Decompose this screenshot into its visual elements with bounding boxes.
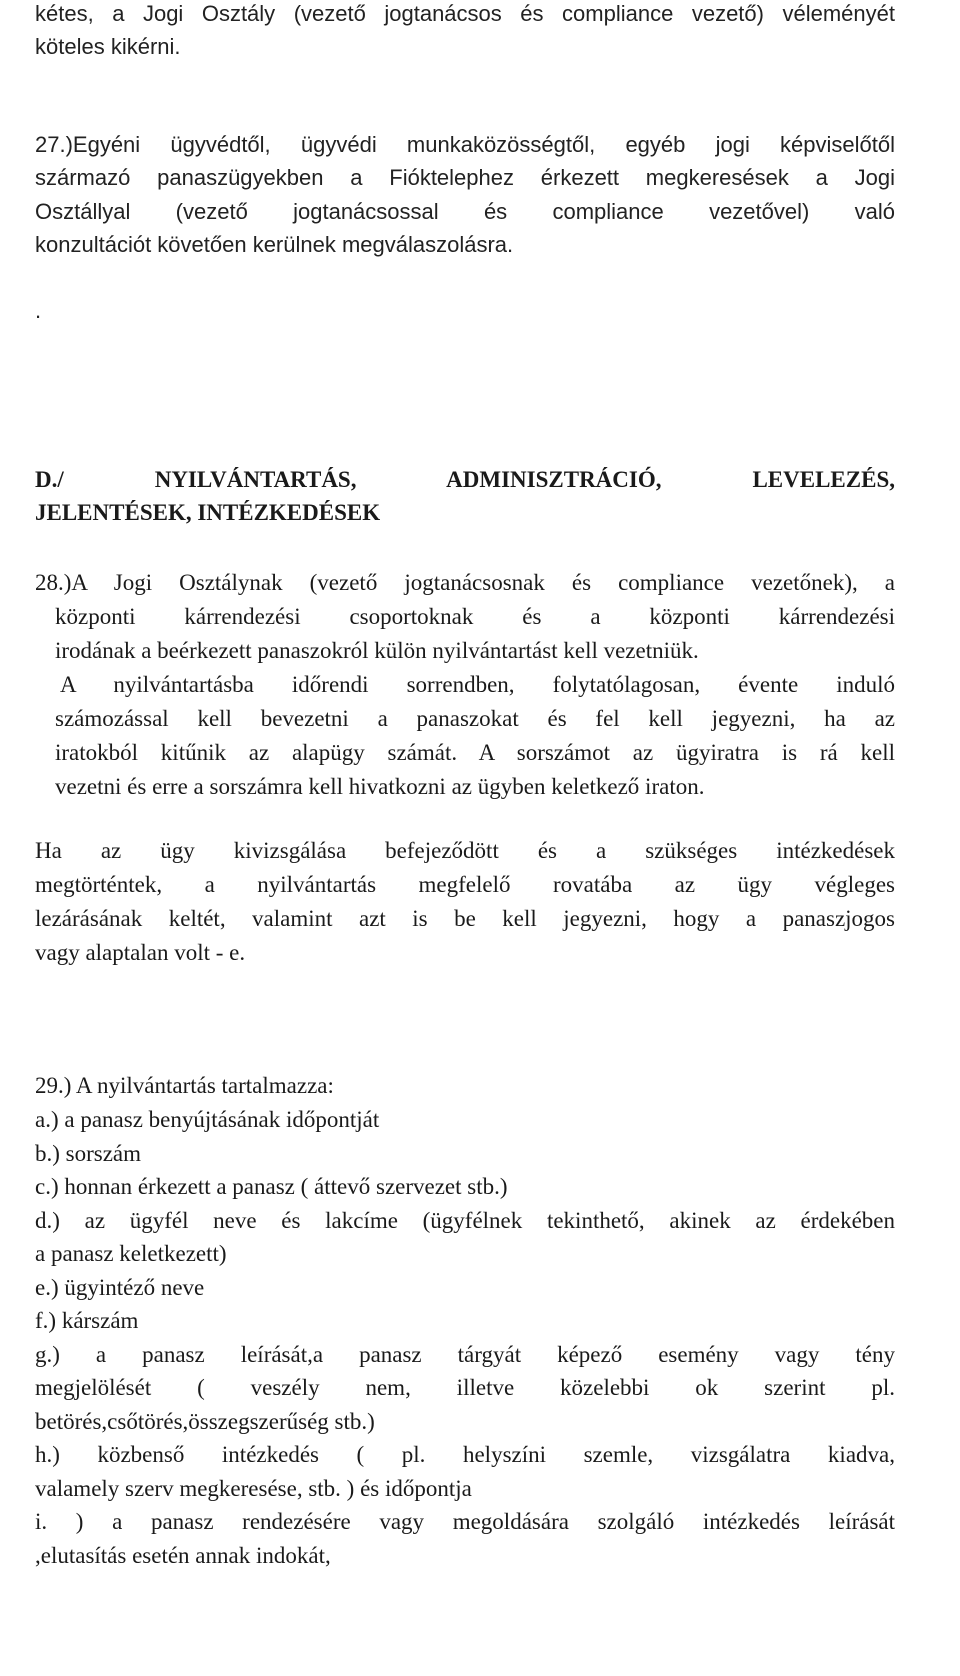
- text-line: iratokból kitűnik az alapügy számát. A sorszámot az ügyiratra is rá kell: [55, 740, 895, 765]
- section-heading: JELENTÉSEK, INTÉZKEDÉSEK: [35, 500, 381, 525]
- text-line: vagy alaptalan volt - e.: [35, 940, 246, 965]
- text-line: lezárásának keltét, valamint azt is be kell jegyezni, hogy a panaszjogos: [35, 906, 895, 931]
- list-item: e.) ügyintéző neve: [35, 1275, 205, 1300]
- list-item: d.) az ügyfél neve és lakcíme (ügyfélnek tekinthető, akinek az érdekében: [35, 1208, 895, 1233]
- list-item: g.) a panasz leírását,a panasz tárgyát képező esemény vagy tény: [35, 1342, 895, 1367]
- list-item: i. ) a panasz rendezésére vagy megoldására szolgáló intézkedés leírását: [35, 1509, 895, 1534]
- text-line: központi kárrendezési csoportoknak és a központi kárrendezési: [55, 604, 895, 629]
- text-line: Ha az ügy kivizsgálása befejeződött és a szükséges intézkedések: [35, 838, 895, 863]
- list-heading: 29.) A nyilvántartás tartalmazza:: [35, 1073, 334, 1098]
- list-item: h.) közbenső intézkedés ( pl. helyszíni szemle, vizsgálatra kiadva,: [35, 1442, 895, 1467]
- text-line: .: [35, 298, 42, 323]
- text-line: konzultációt követően kerülnek megválaszolásra.: [35, 232, 514, 257]
- list-item: a.) a panasz benyújtásának időpontját: [35, 1107, 380, 1132]
- list-item: c.) honnan érkezett a panasz ( áttevő szervezet stb.): [35, 1174, 508, 1199]
- list-item: a panasz keletkezett): [35, 1241, 227, 1266]
- list-item: valamely szerv megkeresése, stb. ) és időpontja: [35, 1476, 472, 1501]
- list-item: f.) kárszám: [35, 1308, 139, 1333]
- text-line: vezetni és erre a sorszámra kell hivatkozni az ügyben keletkező iraton.: [55, 774, 705, 799]
- text-line: kétes, a Jogi Osztály (vezető jogtanácsos és compliance vezető) véleményét: [35, 1, 895, 26]
- text-line: 27.)Egyéni ügyvédtől, ügyvédi munkaközösségtől, egyéb jogi képviselőtől: [35, 132, 895, 157]
- text-line: megtörténtek, a nyilvántartás megfelelő rovatába az ügy végleges: [35, 872, 895, 897]
- text-line: köteles kikérni.: [35, 34, 181, 59]
- section-heading: D./ NYILVÁNTARTÁS, ADMINISZTRÁCIÓ, LEVELEZÉS,: [35, 467, 895, 492]
- text-line: Osztállyal (vezető jogtanácsossal és compliance vezetővel) való: [35, 199, 895, 224]
- text-line: számozással kell bevezetni a panaszokat és fel kell jegyezni, ha az: [55, 706, 895, 731]
- list-item: b.) sorszám: [35, 1141, 142, 1166]
- text-line: irodának a beérkezett panaszokról külön nyilvántartást kell vezetniük.: [55, 638, 699, 663]
- text-line: A nyilvántartásba időrendi sorrendben, folytatólagosan, évente induló: [60, 672, 895, 697]
- text-line: 28.)A Jogi Osztálynak (vezető jogtanácsosnak és compliance vezetőnek), a: [35, 570, 895, 595]
- list-item: ,elutasítás esetén annak indokát,: [35, 1543, 331, 1568]
- list-item: betörés,csőtörés,összegszerűség stb.): [35, 1409, 375, 1434]
- text-line: származó panaszügyekben a Fióktelephez érkezett megkeresések a Jogi: [35, 165, 895, 190]
- list-item: megjelölését ( veszély nem, illetve közelebbi ok szerint pl.: [35, 1375, 895, 1400]
